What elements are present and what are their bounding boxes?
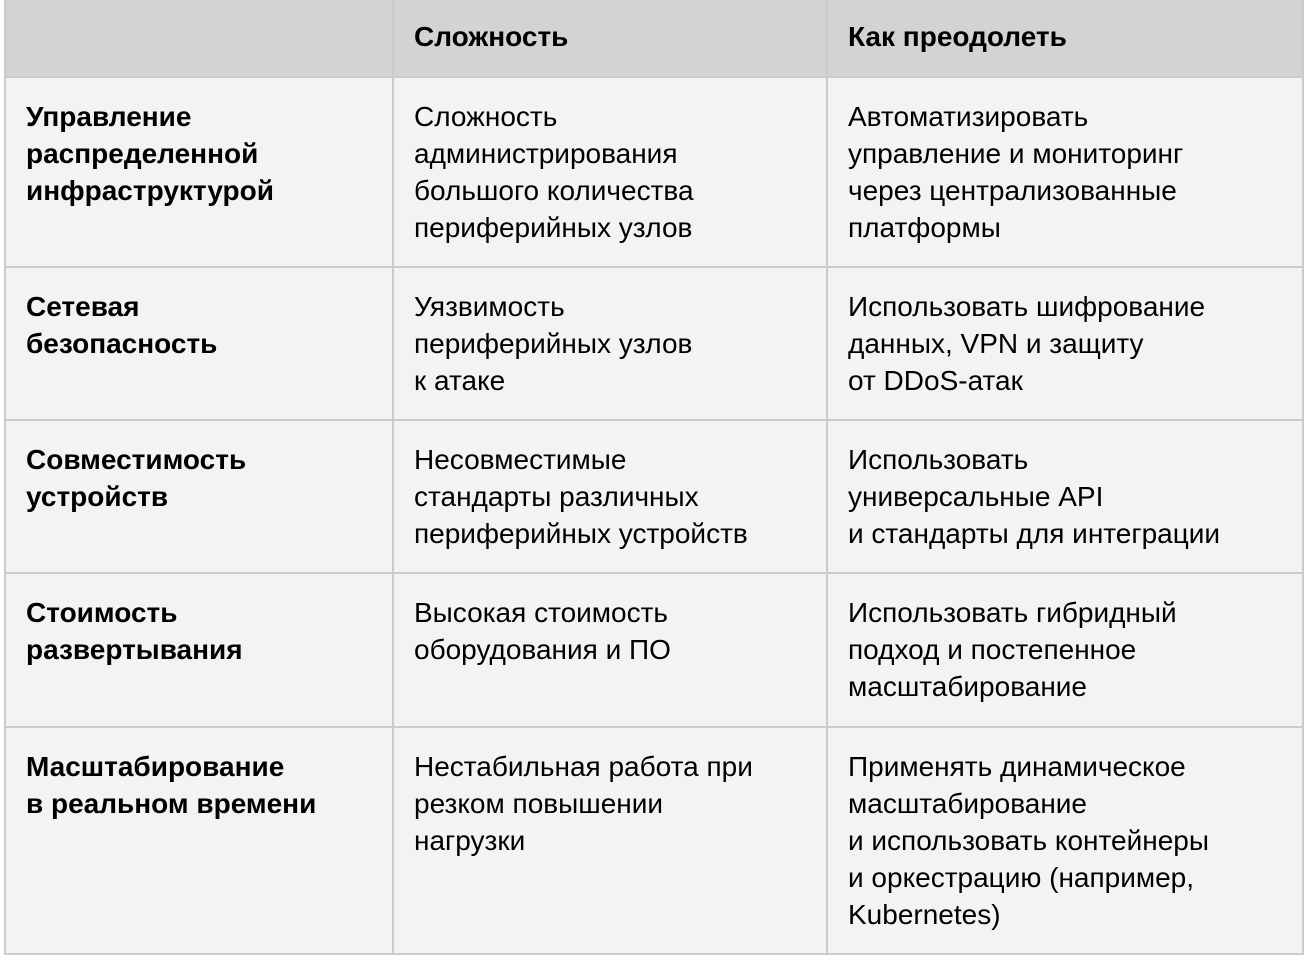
cell-line: платформы — [848, 212, 1001, 243]
table-row — [5, 573, 1303, 727]
table-row — [5, 420, 1303, 573]
table-header-row — [5, 0, 1303, 77]
row-challenge-cell — [393, 267, 827, 420]
cell-line: в реальном времени — [26, 788, 317, 819]
table-row — [5, 727, 1303, 954]
cell-line: Автоматизировать — [848, 101, 1089, 132]
row-solution-cell — [827, 420, 1303, 573]
challenges-table-container — [4, 0, 1302, 955]
cell-line: Уязвимость — [414, 291, 565, 322]
cell-line: Масштабирование — [26, 751, 285, 782]
row-challenge-cell — [393, 77, 827, 267]
row-solution-cell — [827, 77, 1303, 267]
cell-line: Использовать — [848, 444, 1029, 475]
cell-line: оборудования и ПО — [414, 634, 671, 665]
cell-line: и использовать контейнеры — [848, 825, 1209, 856]
cell-line: Сетевая — [26, 291, 140, 322]
cell-line: и стандарты для интеграции — [848, 518, 1221, 549]
row-area-cell — [5, 267, 393, 420]
cell-line: подход и постепенное — [848, 634, 1137, 665]
cell-line: Совместимость — [26, 444, 247, 475]
cell-line: к атаке — [414, 365, 506, 396]
cell-line: универсальные API — [848, 481, 1104, 512]
cell-line: Стоимость — [26, 597, 178, 628]
row-solution-cell — [827, 727, 1303, 954]
row-solution-cell — [827, 573, 1303, 727]
cell-line: данных, VPN и защиту — [848, 328, 1144, 359]
table-row — [5, 77, 1303, 267]
row-area-cell — [5, 420, 393, 573]
table-row — [5, 267, 1303, 420]
cell-line: инфраструктурой — [26, 175, 274, 206]
cell-line: Kubernetes) — [848, 899, 1001, 930]
challenges-table — [4, 0, 1304, 955]
cell-line: Использовать шифрование — [848, 291, 1206, 322]
cell-line: управление и мониторинг — [848, 138, 1184, 169]
row-area-cell — [5, 573, 393, 727]
header-challenge: Сложность — [393, 0, 827, 77]
cell-line: от DDoS-атак — [848, 365, 1023, 396]
cell-line: большого количества — [414, 175, 694, 206]
cell-line: периферийных узлов — [414, 212, 693, 243]
cell-line: распределенной — [26, 138, 259, 169]
cell-line: Нестабильная работа при — [414, 751, 753, 782]
cell-line: Высокая стоимость — [414, 597, 669, 628]
cell-line: масштабирование — [848, 788, 1087, 819]
row-area-cell — [5, 77, 393, 267]
row-area-cell — [5, 727, 393, 954]
cell-line: устройств — [26, 481, 169, 512]
cell-line: администрирования — [414, 138, 678, 169]
row-challenge-cell — [393, 573, 827, 727]
header-solution: Как преодолеть — [827, 0, 1303, 77]
cell-line: Несовместимые — [414, 444, 627, 475]
header-area — [5, 0, 393, 77]
cell-line: безопасность — [26, 328, 218, 359]
row-challenge-cell — [393, 420, 827, 573]
cell-line: периферийных устройств — [414, 518, 748, 549]
row-solution-cell — [827, 267, 1303, 420]
cell-line: и оркестрацию (например, — [848, 862, 1195, 893]
cell-line: Использовать гибридный — [848, 597, 1177, 628]
cell-line: стандарты различных — [414, 481, 699, 512]
cell-line: через централизованные — [848, 175, 1177, 206]
row-challenge-cell — [393, 727, 827, 954]
cell-line: развертывания — [26, 634, 243, 665]
cell-line: периферийных узлов — [414, 328, 693, 359]
cell-line: Применять динамическое — [848, 751, 1186, 782]
cell-line: масштабирование — [848, 671, 1087, 702]
cell-line: Управление — [26, 101, 192, 132]
cell-line: нагрузки — [414, 825, 526, 856]
cell-line: резком повышении — [414, 788, 664, 819]
cell-line: Сложность — [414, 101, 558, 132]
